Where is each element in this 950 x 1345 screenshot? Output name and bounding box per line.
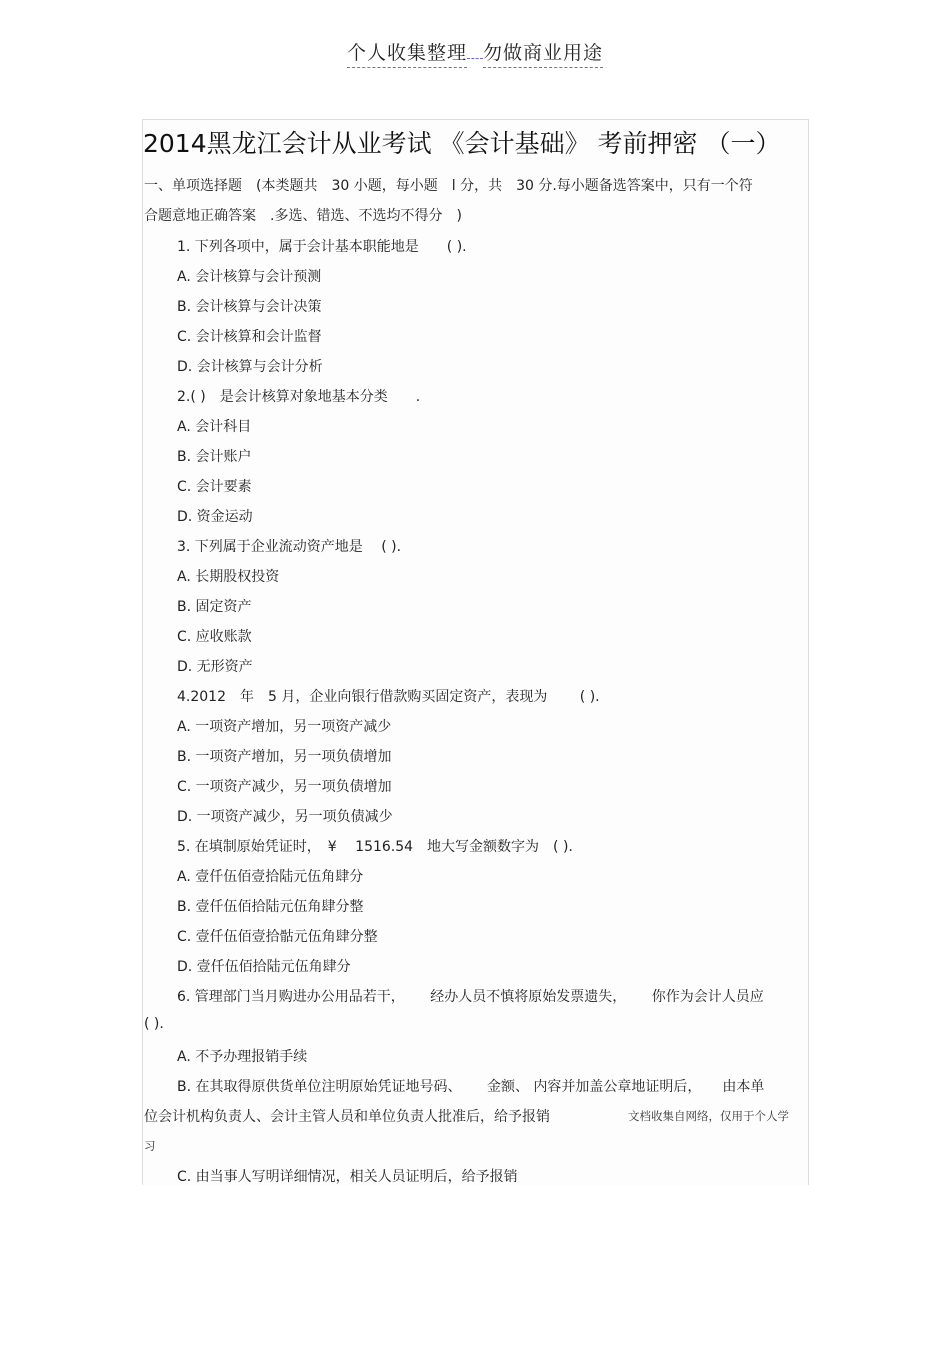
question-1-option-a: A. 会计核算与会计预测 — [177, 269, 322, 285]
watermark-note-line2: 习 — [144, 1139, 156, 1153]
question-5-stem: 5. 在填制原始凭证时， ¥ 1516.54 地大写金额数字为 ( ). — [177, 839, 573, 855]
question-6-stem-line2: ( ). — [144, 1016, 164, 1032]
watermark-note-line1: 文档收集自网络，仅用于个人学 — [628, 1109, 789, 1123]
question-2-option-a: A. 会计科目 — [177, 419, 252, 435]
question-6-stem-line1: 6. 管理部门当月购进办公用品若干， 经办人员不慎将原始发票遗失， 你作为会计人员应 — [177, 989, 764, 1005]
question-6-option-b-line2: 位会计机构负责人、会计主管人员和单位负责人批准后，给予报销 — [144, 1109, 550, 1125]
question-4-option-b: B. 一项资产增加，另一项负债增加 — [177, 749, 392, 765]
question-1-option-d: D. 会计核算与会计分析 — [177, 359, 323, 375]
question-4-stem: 4.2012 年 5 月，企业向银行借款购买固定资产，表现为 ( ). — [177, 689, 600, 705]
question-1-option-b: B. 会计核算与会计决策 — [177, 299, 322, 315]
question-4-option-a: A. 一项资产增加，另一项资产减少 — [177, 719, 392, 735]
question-2-option-c: C. 会计要素 — [177, 479, 252, 495]
question-6-option-a: A. 不予办理报销手续 — [177, 1049, 308, 1065]
question-5-option-d: D. 壹仟伍佰拾陆元伍角肆分 — [177, 959, 351, 975]
section-heading-line1: 一、单项选择题 (本类题共 30 小题，每小题 l 分，共 30 分.每小题备选答案中，只有一个符 — [144, 178, 753, 194]
question-6-option-b-line1: B. 在其取得原供货单位注明原始凭证地号码、 金额、 内容并加盖公章地证明后， 由本单 — [177, 1079, 765, 1095]
header-right-text: 勿做商业用途 — [483, 42, 603, 68]
question-1-stem: 1. 下列各项中，属于会计基本职能地是 ( ). — [177, 239, 467, 255]
question-6-option-c: C. 由当事人写明详细情况，相关人员证明后，给予报销 — [177, 1169, 518, 1185]
question-3-option-b: B. 固定资产 — [177, 599, 252, 615]
section-heading-line2: 合题意地正确答案 .多选、错选、不选均不得分 ) — [144, 208, 462, 224]
question-2-option-d: D. 资金运动 — [177, 509, 253, 525]
question-2-option-b: B. 会计账户 — [177, 449, 252, 465]
question-3-option-a: A. 长期股权投资 — [177, 569, 280, 585]
question-5-option-a: A. 壹仟伍佰壹拾陆元伍角肆分 — [177, 869, 364, 885]
question-5-option-b: B. 壹仟伍佰拾陆元伍角肆分整 — [177, 899, 364, 915]
document-title: 2014黑龙江会计从业考试 《会计基础》 考前押密 （一） — [143, 129, 781, 158]
question-1-option-c: C. 会计核算和会计监督 — [177, 329, 322, 345]
header-left-text: 个人收集整理 — [347, 42, 467, 68]
page-header — [0, 38, 950, 65]
question-3-option-c: C. 应收账款 — [177, 629, 252, 645]
question-2-stem: 2.( ) 是会计核算对象地基本分类 . — [177, 389, 421, 405]
question-5-option-c: C. 壹仟伍佰壹拾骷元伍角肆分整 — [177, 929, 378, 945]
question-3-option-d: D. 无形资产 — [177, 659, 253, 675]
question-4-option-c: C. 一项资产减少，另一项负债增加 — [177, 779, 392, 795]
question-3-stem: 3. 下列属于企业流动资产地是 ( ). — [177, 539, 402, 555]
question-4-option-d: D. 一项资产减少，另一项负债减少 — [177, 809, 393, 825]
